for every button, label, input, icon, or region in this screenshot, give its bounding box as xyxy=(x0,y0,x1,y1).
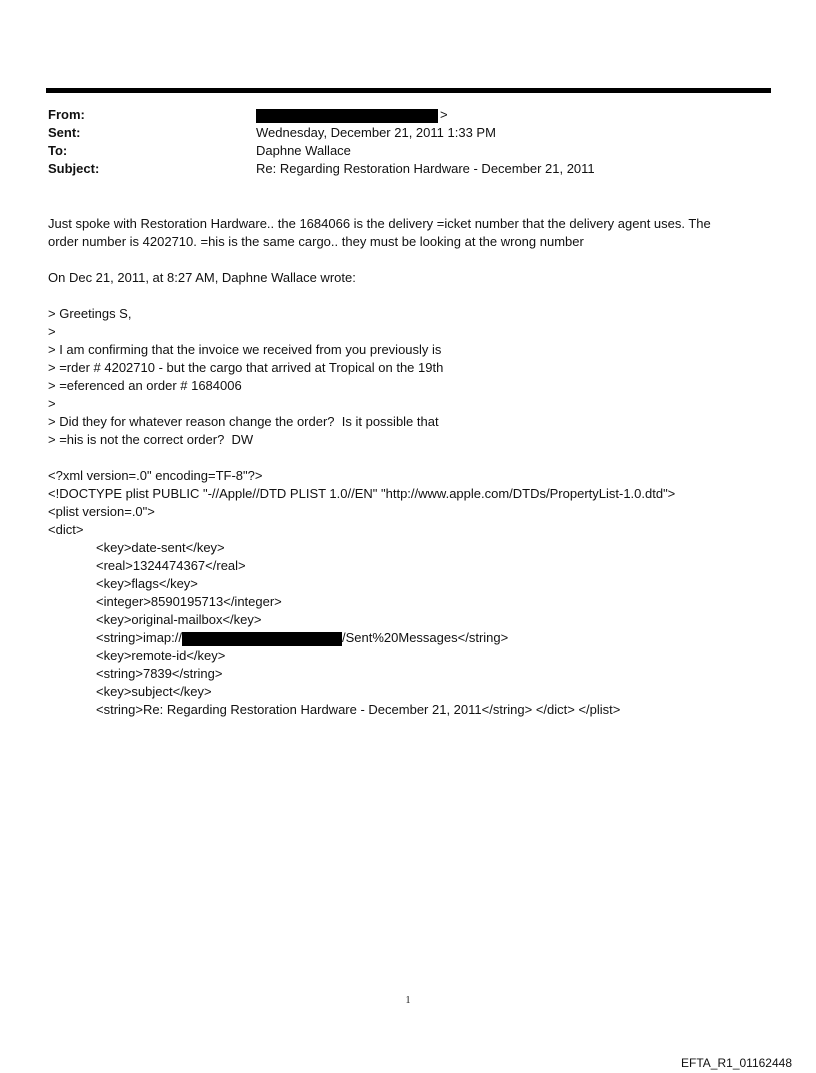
quote-attribution: On Dec 21, 2011, at 8:27 AM, Daphne Wallace wrote: xyxy=(48,270,356,285)
dict-line: <integer>8590195713</integer> xyxy=(96,594,282,609)
to-value: Daphne Wallace xyxy=(256,143,351,158)
dict-line: <string>Re: Regarding Restoration Hardware - December 21, 2011</string> </dict> </plist> xyxy=(96,702,621,717)
quoted-line: > xyxy=(48,396,56,411)
quoted-line: > =eferenced an order # 1684006 xyxy=(48,378,242,393)
dict-open: <dict> xyxy=(48,522,84,537)
quoted-line: > I am confirming that the invoice we received from you previously is xyxy=(48,342,442,357)
imap-suffix: /Sent%20Messages</string> xyxy=(342,630,509,645)
quoted-line: > xyxy=(48,324,56,339)
from-value xyxy=(256,106,768,124)
redaction-block xyxy=(256,109,438,123)
body-text-line: order number is 4202710. =his is the same cargo.. they must be looking at the wrong number xyxy=(48,234,584,249)
sent-row xyxy=(48,124,768,142)
dict-line: <key>remote-id</key> xyxy=(96,648,226,663)
dict-line: <key>original-mailbox</key> xyxy=(96,612,262,627)
imap-line xyxy=(48,629,768,647)
quoted-line: > =rder # 4202710 - but the cargo that arrived at Tropical on the 19th xyxy=(48,360,444,375)
page-number: 1 xyxy=(405,995,411,1006)
from-row xyxy=(48,106,768,124)
xml-declaration: <?xml version=.0" encoding=TF-8"?> xyxy=(48,468,263,483)
xml-doctype: <!DOCTYPE plist PUBLIC "-//Apple//DTD PLIST 1.0//EN" "http://www.apple.com/DTDs/PropertyList-1.0.dtd"> xyxy=(48,486,676,501)
subject-label: Subject: xyxy=(48,161,100,176)
to-row xyxy=(48,142,768,160)
redaction-block xyxy=(182,632,342,646)
dict-line: <string>7839</string> xyxy=(96,666,223,681)
from-label: From: xyxy=(48,107,85,122)
dict-line: <key>flags</key> xyxy=(96,576,198,591)
header-divider xyxy=(46,88,771,93)
quoted-line: > Greetings S, xyxy=(48,306,132,321)
quoted-line: > Did they for whatever reason change the order? Is it possible that xyxy=(48,414,439,429)
plist-open: <plist version=.0"> xyxy=(48,504,155,519)
subject-value: Re: Regarding Restoration Hardware - December 21, 2011 xyxy=(256,161,595,176)
subject-row xyxy=(48,160,768,178)
document-id: EFTA_R1_01162448 xyxy=(681,1056,792,1070)
body-text-line: Just spoke with Restoration Hardware.. the 1684066 is the delivery =icket number that the delivery agent uses. The xyxy=(48,216,711,231)
dict-line: <key>subject</key> xyxy=(96,684,212,699)
from-suffix: > xyxy=(440,107,448,122)
sent-label: Sent: xyxy=(48,125,81,140)
dict-line: <real>1324474367</real> xyxy=(96,558,246,573)
dict-line: <key>date-sent</key> xyxy=(96,540,225,555)
to-label: To: xyxy=(48,143,68,158)
sent-value: Wednesday, December 21, 2011 1:33 PM xyxy=(256,125,496,140)
imap-prefix: <string>imap:// xyxy=(96,630,182,645)
email-header xyxy=(48,106,768,178)
quoted-line: > =his is not the correct order? DW xyxy=(48,432,254,447)
email-body xyxy=(48,215,768,719)
